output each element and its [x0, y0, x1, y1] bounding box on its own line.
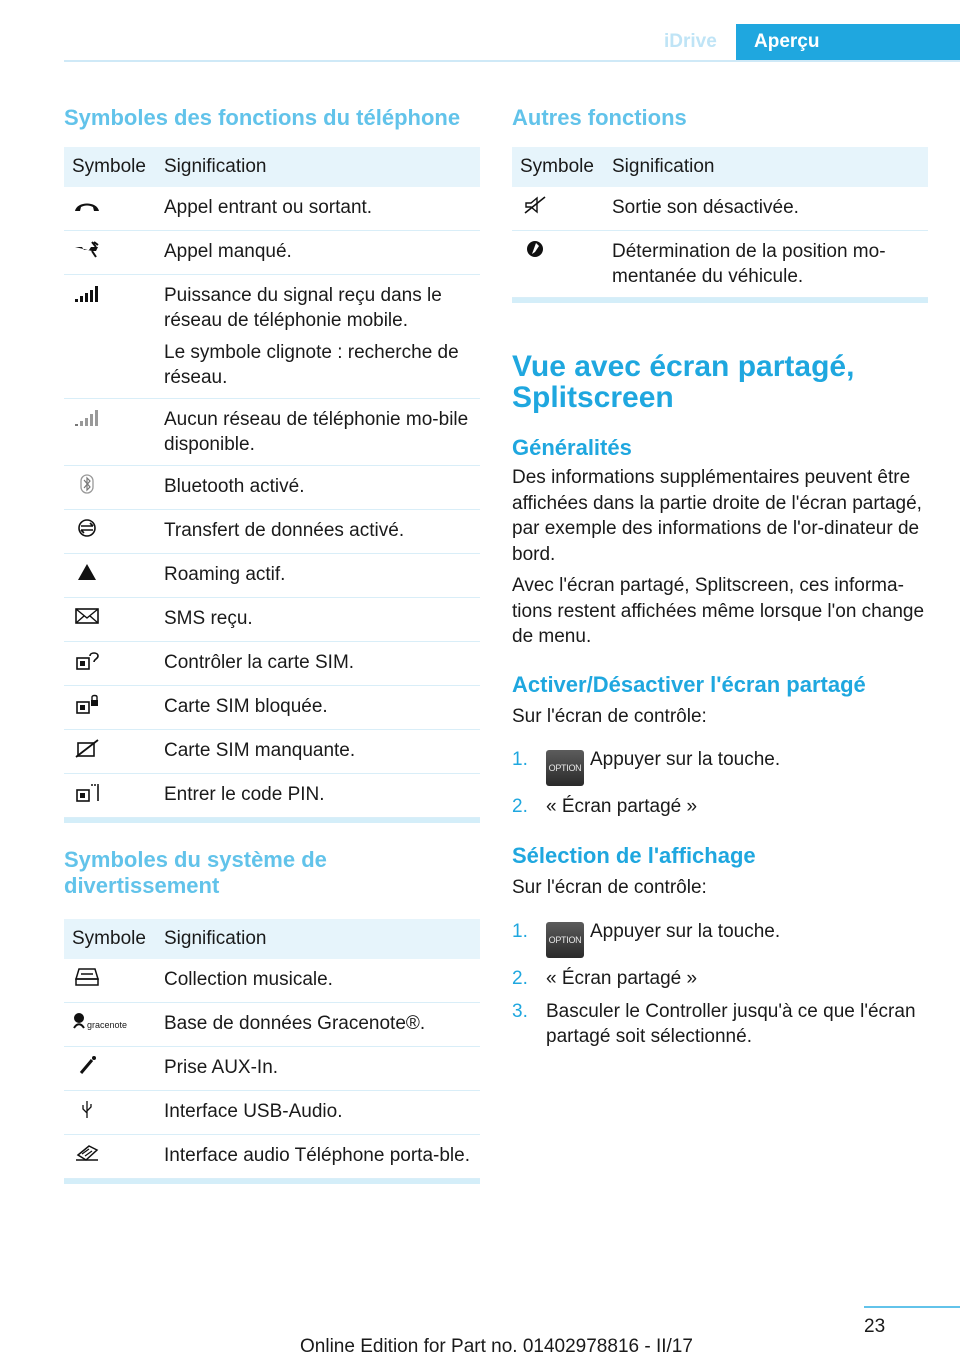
- no-network-icon: [72, 407, 102, 427]
- col-symbol-header: Symbole: [512, 147, 612, 187]
- music-collection-icon: [72, 967, 102, 987]
- header-chapter: iDrive: [664, 31, 717, 52]
- mute-icon: [520, 195, 550, 215]
- sms-icon: [72, 606, 102, 626]
- row-meaning: Interface audio Téléphone porta-ble.: [164, 1145, 470, 1166]
- row-meaning: Carte SIM manquante.: [164, 740, 356, 761]
- general-paragraph-1: Des informations supplémentaires peuvent être affichées dans la partie droite de l'écran partagé, par exemple des informations de l'or-dinateur de bord.: [512, 467, 922, 565]
- table-row: [64, 554, 480, 598]
- row-meaning: Bluetooth activé.: [164, 476, 305, 497]
- missed-call-icon: [72, 239, 102, 259]
- col-meaning-header: Signification: [164, 147, 480, 187]
- page-number: 23: [864, 1316, 886, 1337]
- row-meaning: Appel entrant ou sortant.: [164, 197, 373, 218]
- table-end-bar: [512, 298, 928, 303]
- table-row: [64, 466, 480, 510]
- roaming-icon: [72, 562, 102, 582]
- list-item: 1. OPTION Appuyer sur la touche.: [512, 919, 928, 958]
- pin-entry-icon: [72, 782, 102, 802]
- table-row: [64, 275, 480, 399]
- page-number-divider: [864, 1306, 960, 1308]
- row-meaning: Roaming actif.: [164, 564, 286, 585]
- general-paragraph-2: Avec l'écran partagé, Splitscreen, ces informa-tions restent affichées même lorsque l'on change de menu.: [512, 575, 925, 647]
- right-column: [512, 100, 928, 1049]
- phone-symbols-table: [64, 147, 480, 818]
- option-button-icon: OPTION: [546, 922, 584, 958]
- table-row: [64, 1003, 480, 1047]
- table-row: [64, 642, 480, 686]
- phone-call-icon: [72, 195, 102, 215]
- table-end-bar: [64, 818, 480, 823]
- left-column: [64, 100, 480, 1184]
- row-meaning: Carte SIM bloquée.: [164, 696, 328, 717]
- bluetooth-icon: [72, 474, 102, 494]
- row-meaning: Interface USB-Audio.: [164, 1101, 343, 1122]
- table-row: [64, 1091, 480, 1135]
- select-intro: Sur l'écran de contrôle:: [512, 877, 707, 898]
- table-row: [64, 1047, 480, 1091]
- activate-intro: Sur l'écran de contrôle:: [512, 705, 707, 727]
- list-item: 1. OPTION Appuyer sur la touche.: [512, 747, 928, 786]
- row-meaning: Sortie son désactivée.: [612, 197, 799, 218]
- list-item: 2. « Écran partagé »: [512, 967, 698, 989]
- data-transfer-icon: [72, 518, 102, 538]
- aux-in-icon: [72, 1055, 102, 1075]
- row-meaning: Prise AUX-In.: [164, 1057, 279, 1078]
- sim-locked-icon: [72, 694, 102, 714]
- activate-steps: [512, 747, 928, 819]
- table-row: [64, 686, 480, 730]
- row-meaning: Aucun réseau de téléphonie mo-bile disponible.: [164, 409, 469, 455]
- table-end-bar: [64, 1179, 480, 1184]
- row-meaning-note: Le symbole clignote : recherche de réseau.: [164, 342, 459, 388]
- usb-icon: [72, 1099, 102, 1119]
- table-row: [64, 959, 480, 1003]
- table-row: [64, 187, 480, 231]
- col-symbol-header: Symbole: [64, 919, 164, 959]
- gracenote-icon: gracenote: [72, 1011, 162, 1031]
- table-row: [64, 1135, 480, 1179]
- table-header-row: [64, 147, 480, 187]
- row-meaning: Collection musicale.: [164, 969, 333, 990]
- col-meaning-header: Signification: [164, 919, 480, 959]
- sim-check-icon: [72, 650, 102, 670]
- table-row: [64, 730, 480, 774]
- row-meaning: Transfert de données activé.: [164, 520, 405, 541]
- list-item: 2. « Écran partagé »: [512, 796, 698, 817]
- table-row: [64, 399, 480, 466]
- phone-symbols-title: Symboles des fonctions du téléphone: [64, 105, 461, 130]
- table-header-row: [512, 147, 928, 187]
- row-meaning: Puissance du signal reçu dans le réseau de téléphonie mobile.: [164, 285, 442, 331]
- signal-strength-icon: [72, 283, 102, 303]
- table-row: [512, 231, 928, 298]
- row-meaning: Détermination de la position mo-mentanée du véhicule.: [612, 241, 886, 287]
- table-row: [64, 231, 480, 275]
- select-steps: [512, 919, 928, 1049]
- general-title: Généralités: [512, 435, 632, 460]
- entertainment-symbols-title: Symboles du système de divertissement: [64, 847, 327, 898]
- row-meaning: Base de données Gracenote®.: [164, 1013, 426, 1034]
- entertainment-symbols-table: [64, 919, 480, 1179]
- table-row: [64, 598, 480, 642]
- edition-footer: Online Edition for Part no. 01402978816 - II/17: [300, 1336, 693, 1357]
- other-functions-title: Autres fonctions: [512, 105, 687, 130]
- col-meaning-header: Signification: [612, 147, 928, 187]
- sim-missing-icon: [72, 738, 102, 758]
- row-meaning: SMS reçu.: [164, 608, 253, 629]
- activate-title: Activer/Désactiver l'écran partagé: [512, 671, 866, 697]
- option-button-icon: OPTION: [546, 750, 584, 786]
- header-section-tab: Aperçu: [736, 24, 960, 60]
- table-header-row: [64, 919, 480, 959]
- other-functions-table: [512, 147, 928, 298]
- position-icon: [520, 239, 550, 259]
- row-meaning: Contrôler la carte SIM.: [164, 652, 355, 673]
- table-row: [64, 510, 480, 554]
- table-row: [512, 187, 928, 231]
- list-item: 3. Basculer le Controller jusqu'à ce que l'écran partagé soit sélectionné.: [512, 1000, 916, 1047]
- phone-audio-icon: [72, 1143, 102, 1163]
- table-row: [64, 774, 480, 818]
- header-divider: [64, 60, 960, 62]
- col-symbol-header: Symbole: [64, 147, 164, 187]
- row-meaning: Entrer le code PIN.: [164, 784, 325, 805]
- row-meaning: Appel manqué.: [164, 241, 292, 262]
- select-display-title: Sélection de l'affichage: [512, 843, 756, 868]
- splitscreen-title: Vue avec écran partagé, Splitscreen: [512, 350, 855, 414]
